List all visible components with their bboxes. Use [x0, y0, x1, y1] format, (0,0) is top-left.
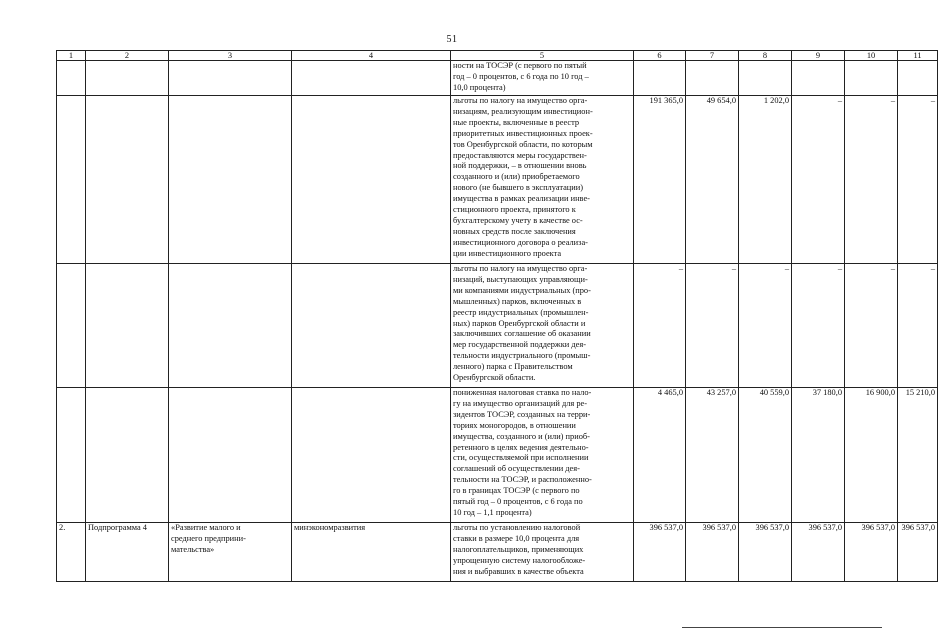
value-cell: 16 900,0: [845, 388, 898, 523]
responsible-cell: [292, 96, 451, 264]
row-number-cell: [57, 96, 86, 264]
footer-rule: [682, 627, 882, 628]
page-number: 51: [446, 34, 458, 45]
value-cell: 396 537,0: [845, 523, 898, 582]
program-cell: [86, 388, 169, 523]
value-cell: 191 365,0: [634, 96, 686, 264]
value-cell: –: [792, 264, 845, 388]
header-cell: 10: [845, 51, 898, 61]
header-cell: 7: [686, 51, 739, 61]
value-cell: 40 559,0: [739, 388, 792, 523]
header-cell: 6: [634, 51, 686, 61]
value-cell: –: [845, 264, 898, 388]
header-row: [57, 51, 938, 61]
value-cell: 4 465,0: [634, 388, 686, 523]
responsible-cell: [292, 264, 451, 388]
benefit-description-cell: льготы по установлению налоговой ставки в размере 10,0 процента для налогоплательщиков, применяющих упрощенную систему налогообложе- ния и выбравших в качестве объекта: [451, 523, 634, 582]
header-cell: 1: [57, 51, 86, 61]
value-cell: 396 537,0: [898, 523, 938, 582]
value-cell: –: [686, 264, 739, 388]
program-name-cell: [169, 61, 292, 96]
row-number-cell: [57, 388, 86, 523]
value-cell: [898, 61, 938, 96]
program-cell: Подпрограмма 4: [86, 523, 169, 582]
row-number-cell: [57, 61, 86, 96]
value-cell: –: [845, 96, 898, 264]
program-name-cell: «Развитие малого и среднего предприни- мательства»: [169, 523, 292, 582]
table-row: [57, 61, 938, 96]
header-cell: 11: [898, 51, 938, 61]
value-cell: –: [634, 264, 686, 388]
value-cell: –: [898, 96, 938, 264]
value-cell: –: [739, 264, 792, 388]
benefit-description-cell: льготы по налогу на имущество орга- низациям, реализующим инвестицион- ные проекты, включенные в реестр приоритетных инвестиционных проек- тов Оренбургской области, по которым предоставляются меры государствен- ной поддержки, – в отношении вновь созданного и (или) приобретаемого нового (не бывшего в эксплуатации) имущества в рамках реализации инве- стиционного проекта, принятого к бухгалтерскому учету в качестве ос- новных средств после заключения инвестиционного договора о реализа- ции инвестиционного проекта: [451, 96, 634, 264]
value-cell: –: [898, 264, 938, 388]
value-cell: [634, 61, 686, 96]
program-name-cell: [169, 388, 292, 523]
program-cell: [86, 264, 169, 388]
responsible-cell: [292, 388, 451, 523]
value-cell: 396 537,0: [634, 523, 686, 582]
row-number-cell: 2.: [57, 523, 86, 582]
value-cell: [845, 61, 898, 96]
benefit-description-cell: льготы по налогу на имущество орга- низаций, выступающих управляющи- ми компаниями индустриальных (про- мышленных) парков, включенных в реестр индустриальных (промышлен- ных) парков Оренбургской области и заключивших соглашение об оказании мер государственной поддержки дея- тельности индустриального (промыш- ленного) парка с Правительством Оренбургской области.: [451, 264, 634, 388]
benefit-description-cell: пониженная налоговая ставка по нало- гу на имущество организаций для ре- зидентов ТОСЭР, созданных на терри- ториях моногородов, в отношении имущества, созданного и (или) приоб- ретенного в целях ведения деятельно- сти, осуществляемой при исполнении соглашений об осуществлении дея- тельности на ТОСЭР, и расположенно- го в границах ТОСЭР (с первого по пятый год – 0 процентов, с 6 года по 10 год – 1,1 процента): [451, 388, 634, 523]
program-name-cell: [169, 264, 292, 388]
value-cell: [739, 61, 792, 96]
program-name-cell: [169, 96, 292, 264]
value-cell: 396 537,0: [739, 523, 792, 582]
value-cell: 43 257,0: [686, 388, 739, 523]
header-cell: 4: [292, 51, 451, 61]
value-cell: 37 180,0: [792, 388, 845, 523]
table-row: [57, 523, 938, 582]
value-cell: –: [792, 96, 845, 264]
responsible-cell: [292, 61, 451, 96]
header-cell: 8: [739, 51, 792, 61]
header-cell: 3: [169, 51, 292, 61]
table-row: [57, 388, 938, 523]
header-cell: 9: [792, 51, 845, 61]
row-number-cell: [57, 264, 86, 388]
benefit-description-cell: ности на ТОСЭР (с первого по пятый год – 0 процентов, с 6 года по 10 год – 10,0 процента): [451, 61, 634, 96]
value-cell: [686, 61, 739, 96]
value-cell: 49 654,0: [686, 96, 739, 264]
tax-benefits-table: [56, 50, 938, 582]
value-cell: 1 202,0: [739, 96, 792, 264]
program-cell: [86, 96, 169, 264]
table-row: [57, 96, 938, 264]
value-cell: 15 210,0: [898, 388, 938, 523]
header-cell: 2: [86, 51, 169, 61]
responsible-cell: минэкономразвития: [292, 523, 451, 582]
table-row: [57, 264, 938, 388]
header-cell: 5: [451, 51, 634, 61]
value-cell: [792, 61, 845, 96]
value-cell: 396 537,0: [792, 523, 845, 582]
value-cell: 396 537,0: [686, 523, 739, 582]
program-cell: [86, 61, 169, 96]
